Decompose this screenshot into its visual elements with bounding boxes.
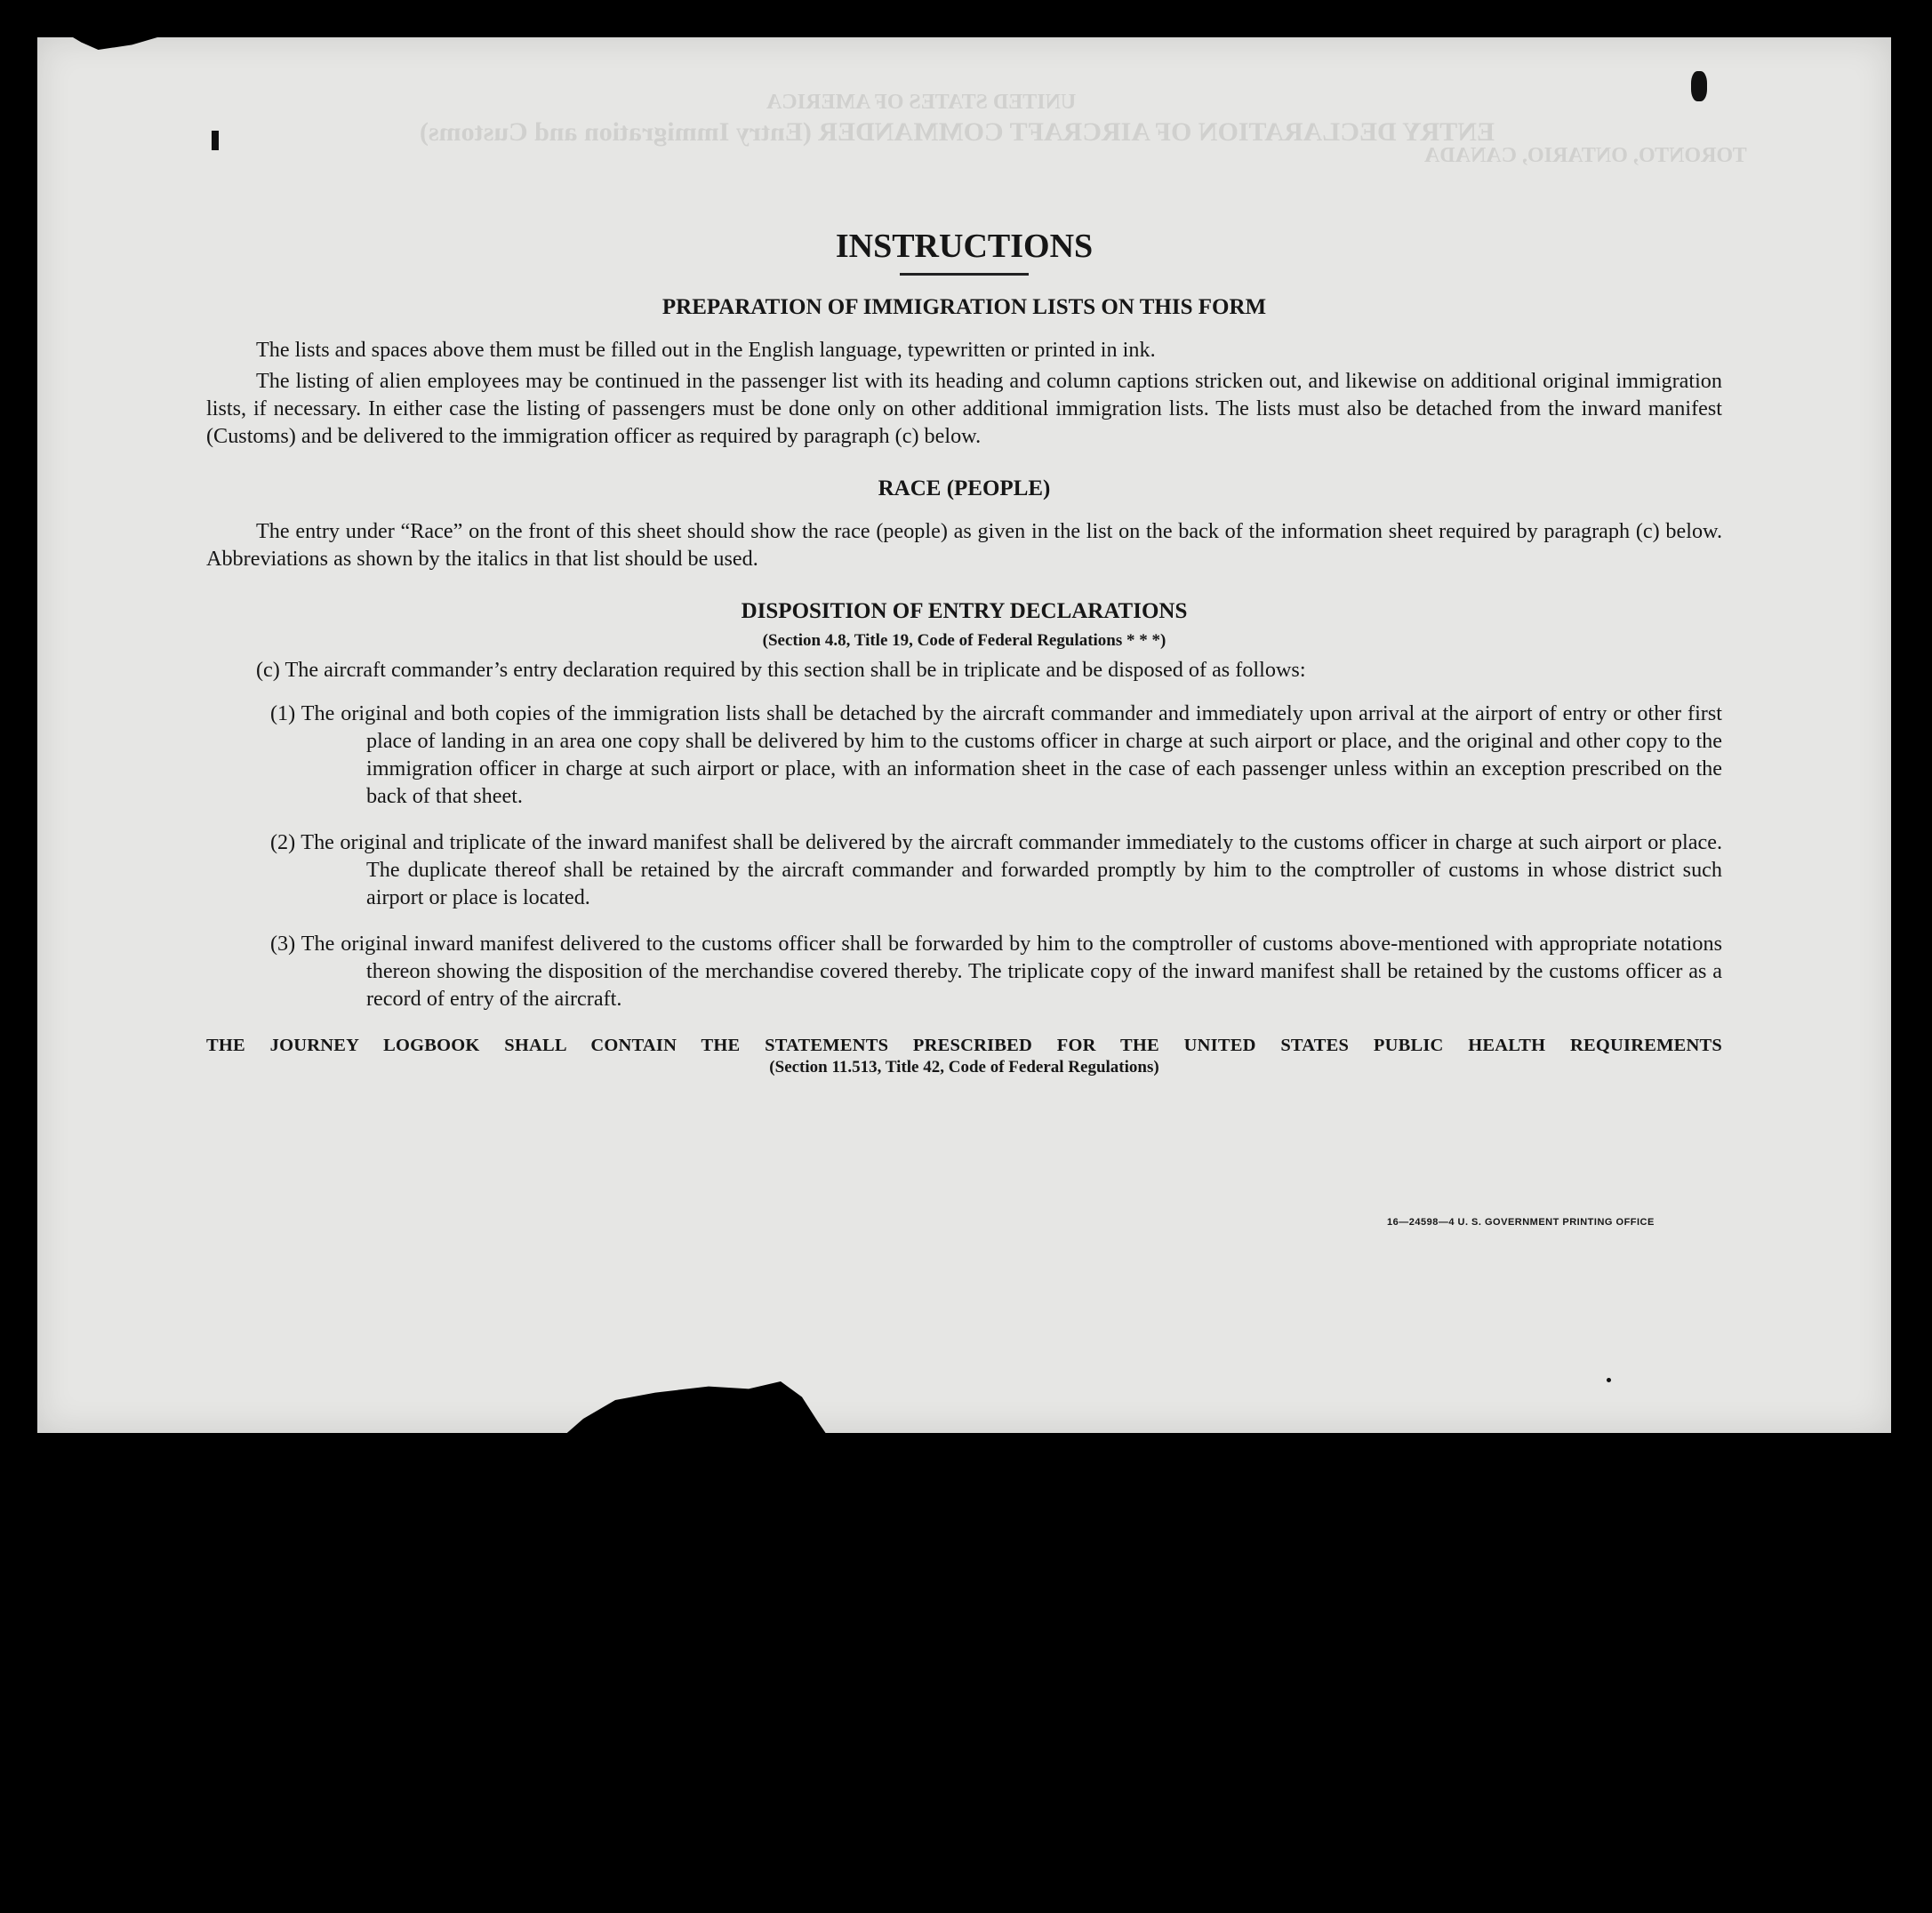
race-heading: RACE (PEOPLE) [878,476,1051,500]
bleed-through-header: UNITED STATES OF AMERICA [766,91,1077,114]
preparation-paragraph-1: The lists and spaces above them must be filled out in the English language, typewritten or printed in ink. [256,338,1156,362]
race-paragraph: The entry under “Race” on the front of this sheet should show the race (people) as given in the list on the back of the information sheet required by paragraph (c) below. Abbreviations as shown by the italics in that list should be used. [206,519,1722,571]
disposition-heading: DISPOSITION OF ENTRY DECLARATIONS [741,599,1188,623]
disposition-item-2: (2) The original and triplicate of the inward manifest shall be delivered by the aircraft commander immediately to the customs officer in charge at such airport or place. The duplicate thereof shall be retained by the aircraft commander and forwarded promptly by him to the comptroller of customs in whose district such airport or place is located. [270,830,1722,909]
bleed-through-location: TORONTO, ONTARIO, CANADA [1424,144,1747,167]
health-requirements-citation: (Section 11.513, Title 42, Code of Federal Regulations) [769,1058,1159,1077]
torn-corner-top-left [73,37,157,50]
preparation-heading: PREPARATION OF IMMIGRATION LISTS ON THIS FORM [661,295,1267,319]
ink-speck [1691,71,1707,101]
page-title: INSTRUCTIONS [835,228,1094,265]
disposition-citation: (Section 4.8, Title 19, Code of Federal Regulations * * *) [762,631,1166,650]
ink-speck [1607,1378,1611,1382]
disposition-lead: (c) The aircraft commander’s entry declaration required by this section shall be in triplicate and be disposed of as follows: [256,658,1306,682]
health-requirements-statement: THE JOURNEY LOGBOOK SHALL CONTAIN THE STATEMENTS PRESCRIBED FOR THE UNITED STATES PUBLIC HEALTH REQUIREMENTS [206,1036,1722,1055]
title-underline [900,273,1029,276]
disposition-item-3: (3) The original inward manifest delivered to the customs officer shall be forwarded by him to the comptroller of customs above-mentioned with appropriate notations thereon showing the disposition of the merchandise covered thereby. The triplicate copy of the inward manifest shall be retained by the customs officer as a record of entry of the aircraft. [270,932,1722,1011]
bleed-through-title: ENTRY DECLARATION OF AIRCRAFT COMMANDER (Entry Immigration and Customs) [420,117,1495,147]
printing-office-imprint: 16—24598—4 U. S. GOVERNMENT PRINTING OFFICE [1387,1217,1655,1228]
torn-bottom-edge [562,1375,829,1437]
disposition-item-1: (1) The original and both copies of the immigration lists shall be detached by the aircraft commander and immediately upon arrival at the airport of entry or other first place of landing in an area one copy shall be delivered by him to the customs officer in charge at such airport or place, and the original and other copy to the immigration officer in charge at such airport or place, with an information sheet in the case of each passenger unless within an exception prescribed on the back of that sheet. [270,701,1722,808]
instructions-content [206,227,1722,1077]
ink-speck [212,131,219,150]
preparation-paragraph-2: The listing of alien employees may be continued in the passenger list with its heading and column captions stricken out, and likewise on additional original immigration lists, if necessary. In either case the listing of passengers must be done only on other additional immigration lists. The lists must also be detached from the inward manifest (Customs) and be delivered to the immigration officer as required by paragraph (c) below. [206,369,1722,448]
